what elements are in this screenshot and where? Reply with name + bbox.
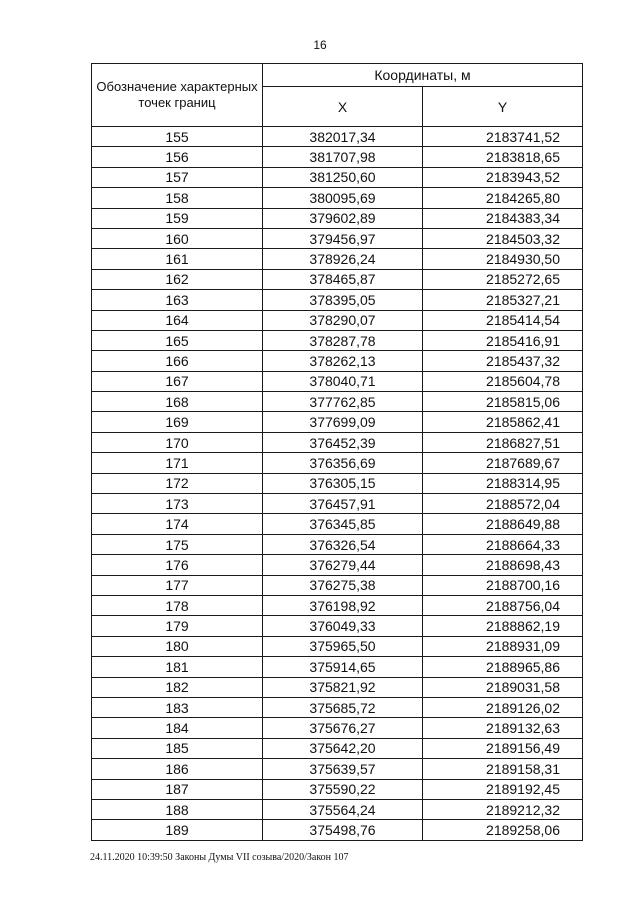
- table-row: [92, 208, 583, 228]
- point-cell: 173: [92, 494, 263, 514]
- table-row: [92, 494, 583, 514]
- point-cell: 168: [92, 392, 263, 412]
- point-cell: 170: [92, 432, 263, 452]
- y-cell: 2188664,33: [423, 534, 583, 554]
- x-cell: 381707,98: [263, 147, 423, 167]
- table-row: [92, 473, 583, 493]
- table-row: [92, 697, 583, 717]
- x-cell: 379602,89: [263, 208, 423, 228]
- point-header: Обозначение характерных точек границ: [92, 64, 263, 127]
- y-cell: 2188965,86: [423, 657, 583, 677]
- point-cell: 180: [92, 636, 263, 656]
- x-cell: 375676,27: [263, 718, 423, 738]
- table-row: [92, 392, 583, 412]
- point-cell: 187: [92, 779, 263, 799]
- table-row: [92, 575, 583, 595]
- point-cell: 172: [92, 473, 263, 493]
- y-cell: 2189212,32: [423, 799, 583, 819]
- y-cell: 2189156,49: [423, 738, 583, 758]
- table-row: [92, 820, 583, 840]
- x-cell: 382017,34: [263, 127, 423, 147]
- table-row: [92, 351, 583, 371]
- point-cell: 166: [92, 351, 263, 371]
- table-row: [92, 555, 583, 575]
- x-cell: 375564,24: [263, 799, 423, 819]
- table-row: [92, 636, 583, 656]
- point-cell: 161: [92, 249, 263, 269]
- table-row: [92, 310, 583, 330]
- x-cell: 375821,92: [263, 677, 423, 697]
- y-cell: 2183943,52: [423, 167, 583, 187]
- footer-stamp: 24.11.2020 10:39:50 Законы Думы VII созыва/2020/Закон 107: [90, 852, 349, 863]
- table-row: [92, 514, 583, 534]
- table-row: [92, 290, 583, 310]
- point-cell: 189: [92, 820, 263, 840]
- y-cell: 2188698,43: [423, 555, 583, 575]
- y-cell: 2189258,06: [423, 820, 583, 840]
- point-cell: 160: [92, 228, 263, 248]
- x-cell: 378290,07: [263, 310, 423, 330]
- y-cell: 2189031,58: [423, 677, 583, 697]
- table-row: [92, 432, 583, 452]
- table-row: [92, 371, 583, 391]
- page-number: 16: [313, 38, 327, 52]
- table-row: [92, 127, 583, 147]
- y-cell: 2188931,09: [423, 636, 583, 656]
- point-cell: 162: [92, 269, 263, 289]
- x-cell: 375685,72: [263, 697, 423, 717]
- y-cell: 2188756,04: [423, 595, 583, 615]
- y-cell: 2184265,80: [423, 188, 583, 208]
- table-row: [92, 595, 583, 615]
- x-header: X: [263, 87, 423, 127]
- y-cell: 2189126,02: [423, 697, 583, 717]
- point-cell: 185: [92, 738, 263, 758]
- y-cell: 2185437,32: [423, 351, 583, 371]
- point-cell: 164: [92, 310, 263, 330]
- table-row: [92, 269, 583, 289]
- point-cell: 158: [92, 188, 263, 208]
- point-cell: 177: [92, 575, 263, 595]
- point-cell: 182: [92, 677, 263, 697]
- point-cell: 155: [92, 127, 263, 147]
- point-cell: 179: [92, 616, 263, 636]
- y-cell: 2188314,95: [423, 473, 583, 493]
- y-header: Y: [423, 87, 583, 127]
- x-cell: 375965,50: [263, 636, 423, 656]
- y-cell: 2185416,91: [423, 330, 583, 350]
- table-row: [92, 453, 583, 473]
- y-cell: 2189158,31: [423, 759, 583, 779]
- table-row: [92, 330, 583, 350]
- table-row: [92, 249, 583, 269]
- x-cell: 376345,85: [263, 514, 423, 534]
- point-cell: 157: [92, 167, 263, 187]
- y-cell: 2188700,16: [423, 575, 583, 595]
- x-cell: 378262,13: [263, 351, 423, 371]
- point-cell: 178: [92, 595, 263, 615]
- table-row: [92, 616, 583, 636]
- y-cell: 2185327,21: [423, 290, 583, 310]
- point-cell: 176: [92, 555, 263, 575]
- x-cell: 377699,09: [263, 412, 423, 432]
- x-cell: 378395,05: [263, 290, 423, 310]
- y-cell: 2185862,41: [423, 412, 583, 432]
- point-cell: 167: [92, 371, 263, 391]
- x-cell: 376452,39: [263, 432, 423, 452]
- x-cell: 376326,54: [263, 534, 423, 554]
- coordinates-header: Координаты, м: [263, 64, 583, 87]
- y-cell: 2183818,65: [423, 147, 583, 167]
- y-cell: 2186827,51: [423, 432, 583, 452]
- x-cell: 378926,24: [263, 249, 423, 269]
- x-cell: 376198,92: [263, 595, 423, 615]
- x-cell: 375498,76: [263, 820, 423, 840]
- table-row: [92, 147, 583, 167]
- y-cell: 2187689,67: [423, 453, 583, 473]
- x-cell: 375639,57: [263, 759, 423, 779]
- coordinates-table: [91, 63, 583, 841]
- table-row: [92, 228, 583, 248]
- table-row: [92, 167, 583, 187]
- x-cell: 379456,97: [263, 228, 423, 248]
- table-row: [92, 738, 583, 758]
- y-cell: 2185604,78: [423, 371, 583, 391]
- y-cell: 2185414,54: [423, 310, 583, 330]
- point-cell: 186: [92, 759, 263, 779]
- point-cell: 159: [92, 208, 263, 228]
- table-row: [92, 759, 583, 779]
- point-cell: 171: [92, 453, 263, 473]
- x-cell: 376356,69: [263, 453, 423, 473]
- y-cell: 2188862,19: [423, 616, 583, 636]
- y-cell: 2189132,63: [423, 718, 583, 738]
- x-cell: 378040,71: [263, 371, 423, 391]
- x-cell: 375914,65: [263, 657, 423, 677]
- table-row: [92, 799, 583, 819]
- x-cell: 375642,20: [263, 738, 423, 758]
- point-cell: 181: [92, 657, 263, 677]
- point-cell: 174: [92, 514, 263, 534]
- y-cell: 2184930,50: [423, 249, 583, 269]
- y-cell: 2184383,34: [423, 208, 583, 228]
- y-cell: 2183741,52: [423, 127, 583, 147]
- y-cell: 2189192,45: [423, 779, 583, 799]
- x-cell: 375590,22: [263, 779, 423, 799]
- table-body: [92, 127, 583, 841]
- point-cell: 169: [92, 412, 263, 432]
- x-cell: 380095,69: [263, 188, 423, 208]
- table-row: [92, 188, 583, 208]
- x-cell: 378287,78: [263, 330, 423, 350]
- x-cell: 376275,38: [263, 575, 423, 595]
- y-cell: 2185815,06: [423, 392, 583, 412]
- x-cell: 376049,33: [263, 616, 423, 636]
- x-cell: 381250,60: [263, 167, 423, 187]
- table-row: [92, 779, 583, 799]
- table-row: [92, 412, 583, 432]
- x-cell: 376305,15: [263, 473, 423, 493]
- point-cell: 163: [92, 290, 263, 310]
- x-cell: 376279,44: [263, 555, 423, 575]
- point-cell: 165: [92, 330, 263, 350]
- y-cell: 2184503,32: [423, 228, 583, 248]
- x-cell: 378465,87: [263, 269, 423, 289]
- y-cell: 2188572,04: [423, 494, 583, 514]
- y-cell: 2185272,65: [423, 269, 583, 289]
- point-cell: 188: [92, 799, 263, 819]
- table-row: [92, 718, 583, 738]
- point-cell: 156: [92, 147, 263, 167]
- x-cell: 377762,85: [263, 392, 423, 412]
- table-row: [92, 677, 583, 697]
- table-row: [92, 534, 583, 554]
- table-row: [92, 657, 583, 677]
- point-cell: 184: [92, 718, 263, 738]
- point-cell: 183: [92, 697, 263, 717]
- x-cell: 376457,91: [263, 494, 423, 514]
- y-cell: 2188649,88: [423, 514, 583, 534]
- point-cell: 175: [92, 534, 263, 554]
